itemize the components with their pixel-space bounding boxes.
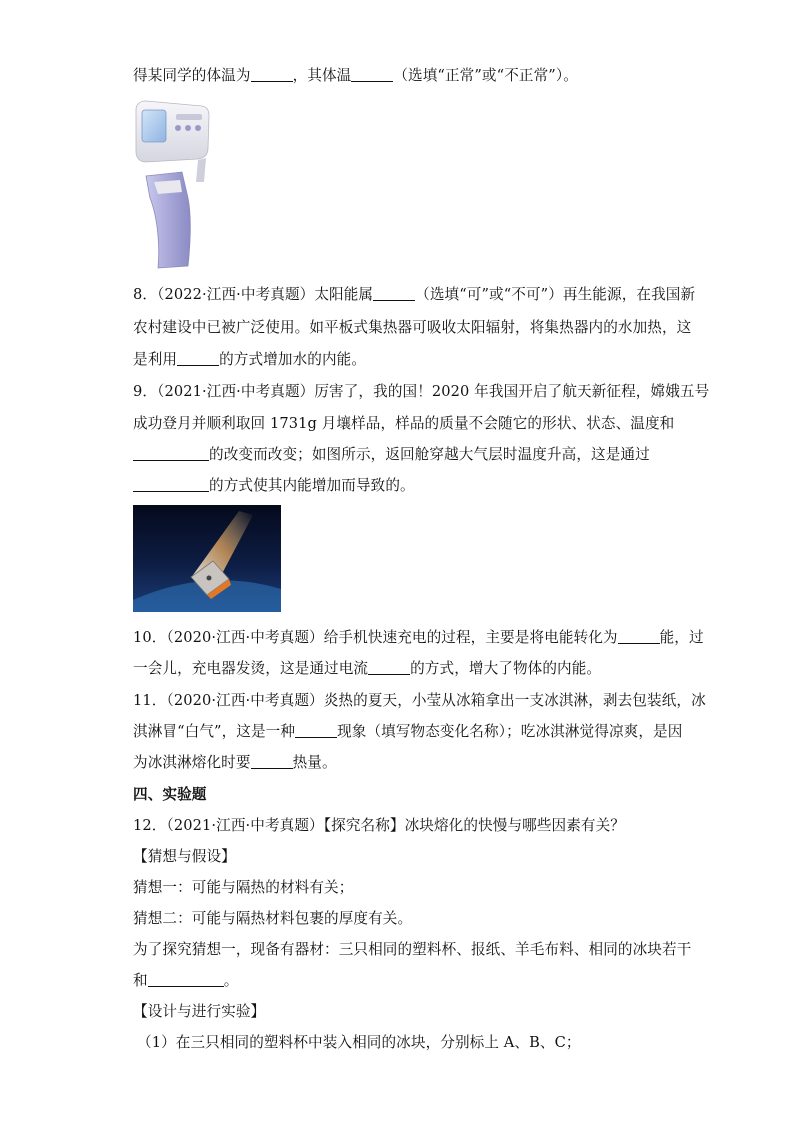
answer-blank[interactable] xyxy=(618,629,660,644)
q11-text-d: 热量。 xyxy=(292,754,337,771)
q10-line-2 xyxy=(133,659,601,679)
q12-line-1: 12．（2021·江西·中考真题）【探究名称】冰块熔化的快慢与哪些因素有关？ xyxy=(133,817,626,834)
prep-text-a: 和 xyxy=(133,972,148,989)
design-heading: 【设计与进行实验】 xyxy=(133,1003,266,1020)
q10-text-b: 能，过 xyxy=(659,629,704,646)
q11-text-c: 为冰淇淋熔化时要 xyxy=(133,754,251,771)
infrared-thermometer-image xyxy=(132,98,210,272)
step-1: （1）在三只相同的塑料杯中装入相同的冰块，分别标上 A、B、C； xyxy=(137,1034,581,1051)
q8-line-2: 农村建设中已被广泛使用。如平板式集热器可吸收太阳辐射，将集热器内的水加热，这 xyxy=(133,319,692,336)
q7-text-a: 得某同学的体温为 xyxy=(133,67,251,84)
q11-line-2 xyxy=(133,722,682,742)
answer-blank[interactable] xyxy=(295,723,337,738)
q7-text-b: ，其体温 xyxy=(292,67,352,84)
q11-line-1: 11．（2020·江西·中考真题）炎热的夏天，小莹从冰箱拿出一支冰淇淋，剥去包装纸，冰 xyxy=(133,692,706,709)
answer-blank[interactable] xyxy=(133,446,209,461)
guess-1: 猜想一：可能与隔热的材料有关； xyxy=(133,879,354,896)
q9-text-d: 的方式使其内能增加而导致的。 xyxy=(209,477,415,494)
section-title: 四、实验题 xyxy=(133,786,207,803)
q8-text-b: （选填“可”或“不可”）再生能源，在我国新 xyxy=(415,286,696,303)
q8-line-1 xyxy=(133,285,695,305)
prep-line-1: 为了探究猜想一，现备有器材：三只相同的塑料杯、报纸、羊毛布料、相同的冰块若干 xyxy=(133,941,692,958)
q11-text-a: 淇淋冒“白气”，这是一种 xyxy=(133,723,296,740)
q10-text-d: 的方式，增大了物体的内能。 xyxy=(410,660,602,677)
prep-text-b: 。 xyxy=(223,972,239,989)
hypothesis-heading: 【猜想与假设】 xyxy=(133,848,236,865)
q9-line-2: 成功登月并顺利取回 1731g 月壤样品，样品的质量不会随它的形状、状态、温度和 xyxy=(133,415,675,432)
answer-blank[interactable] xyxy=(148,972,224,987)
q9-line-1: 9．（2021·江西·中考真题）厉害了，我的国！2020 年我国开启了航天新征程，嫦娥五号 xyxy=(133,383,710,400)
q8-text-a: 8．（2022·江西·中考真题）太阳能属 xyxy=(133,286,374,303)
answer-blank[interactable] xyxy=(373,286,415,301)
guess-2: 猜想二：可能与隔热材料包裹的厚度有关。 xyxy=(133,910,413,927)
answer-blank[interactable] xyxy=(251,754,293,769)
answer-blank[interactable] xyxy=(351,67,393,82)
q11-line-3 xyxy=(133,753,337,773)
q8-line-3 xyxy=(133,350,366,370)
q11-text-b: 现象（填写物态变化名称）；吃冰淇淋觉得凉爽，是因 xyxy=(337,723,683,740)
answer-blank[interactable] xyxy=(251,67,293,82)
q9-line-4 xyxy=(133,476,415,496)
q10-text-c: 一会儿，充电器发烫，这是通过电流 xyxy=(133,660,369,677)
answer-blank[interactable] xyxy=(368,660,410,675)
q9-text-c: 的改变而改变；如图所示，返回舱穿越大气层时温度升高，这是通过 xyxy=(209,446,650,463)
q7-line-1 xyxy=(133,66,578,86)
q8-text-c: 是利用 xyxy=(133,351,178,368)
prep-line-2 xyxy=(133,971,238,991)
q10-line-1 xyxy=(133,628,704,648)
answer-blank[interactable] xyxy=(133,477,209,492)
q10-text-a: 10．（2020·江西·中考真题）给手机快速充电的过程，主要是将电能转化为 xyxy=(133,629,618,646)
q8-text-d: 的方式增加水的内能。 xyxy=(219,351,367,368)
q7-text-c: （选填“正常”或“不正常”）。 xyxy=(393,67,578,84)
reentry-capsule-image xyxy=(133,505,281,612)
answer-blank[interactable] xyxy=(177,351,219,366)
q9-line-3 xyxy=(133,445,650,465)
